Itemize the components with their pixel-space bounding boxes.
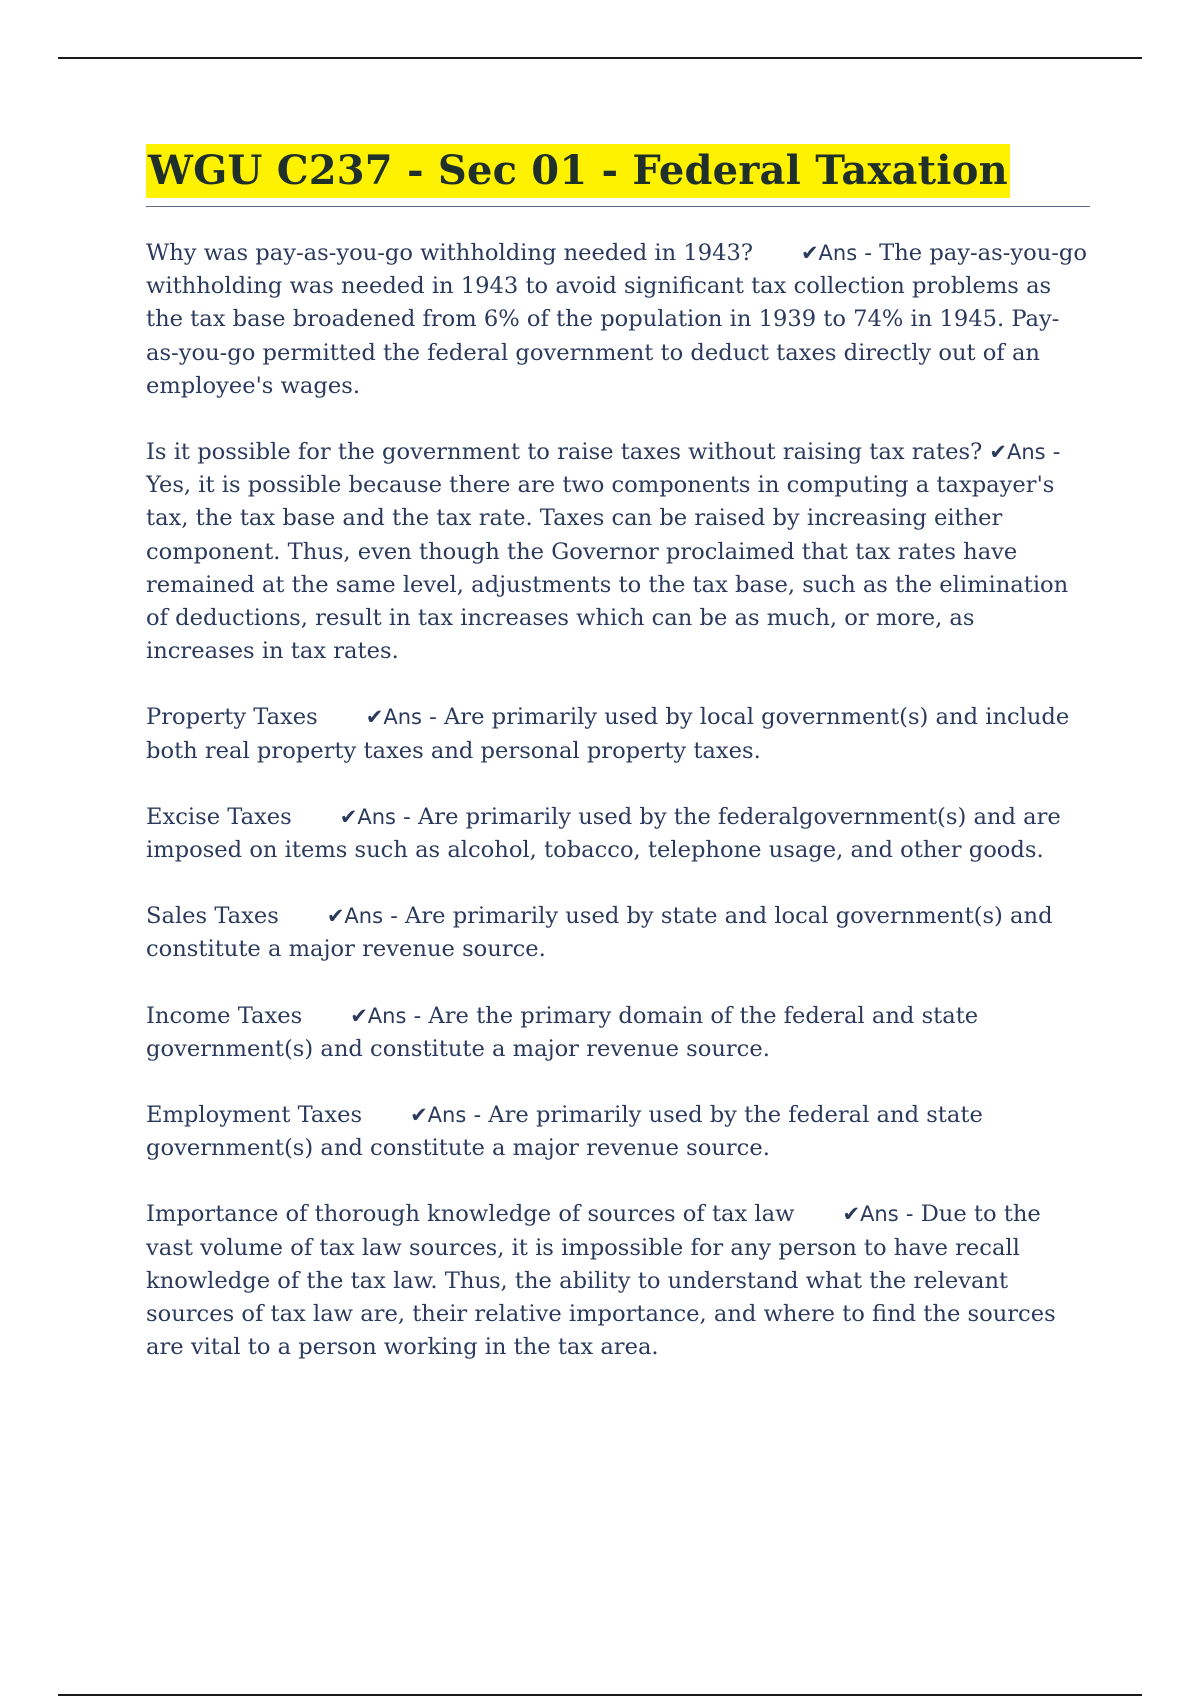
answer-text: Due to the vast volume of tax law sources, it is impossible for any person to have recall knowledge of the tax law. Thus, the ability to understand what the relevant sources of tax law are, their relative importance, and where to find the sources are vital to a person working in the tax area. bbox=[146, 1201, 1056, 1361]
answer-text: Are primarily used by the federal and state government(s) and constitute a major revenue source. bbox=[146, 1102, 983, 1162]
document-title: WGU C237 - Sec 01 - Federal Taxation bbox=[146, 144, 1010, 198]
question-text: Why was pay-as-you-go withholding needed in 1943? bbox=[146, 240, 753, 266]
answer-text: Are the primary domain of the federal and state government(s) and constitute a major revenue source. bbox=[146, 1002, 979, 1062]
question-text: Employment Taxes bbox=[146, 1102, 363, 1129]
question-text: Importance of thorough knowledge of sources of tax law bbox=[146, 1201, 795, 1228]
qa-item: Importance of thorough knowledge of sources of tax law ✔Ans - Due to the vast volume of tax law sources, it is impossible for any person to have recall knowledge of the tax law. Thus, the ability to understand what the relevant sources of tax law are, their relative importance, and where to find the sources are vital to a person working in the tax area. bbox=[146, 1201, 1056, 1361]
question-text: Sales Taxes bbox=[146, 903, 279, 930]
check-icon: ✔Ans bbox=[365, 705, 422, 730]
qa-item: Excise Taxes ✔Ans - Are primarily used by the federalgovernment(s) and are imposed on items such as alcohol, tobacco, telephone usage, and other goods. bbox=[146, 803, 1061, 864]
qa-item: Property Taxes ✔Ans - Are primarily used by local government(s) and include both real property taxes and personal property taxes. bbox=[146, 704, 1070, 764]
qa-item: Employment Taxes ✔Ans - Are primarily used by the federal and state government(s) and constitute a major revenue source. bbox=[146, 1102, 983, 1162]
answer-text: Are primarily used by state and local government(s) and constitute a major revenue source. bbox=[146, 903, 1053, 963]
qa-item: Why was pay-as-you-go withholding needed in 1943? ✔Ans - The pay-as-you-go withholding was needed in 1943 to avoid significant tax collection problems as the tax base broadened from 6% of the population in 1939 to 74% in 1945. Pay-as-you-go permitted the federal government to deduct taxes directly out of an employee's wages. bbox=[146, 240, 1087, 399]
answer-text: Yes, it is possible because there are two components in computing a taxpayer's tax, the tax base and the tax rate. Taxes can be raised by increasing either component. Thus, even though the Governor proclaimed that tax rates have remained at the same level, adjustments to the tax base, such as the elimination of deductions, result in tax increases which can be as much, or more, as increases in tax rates. bbox=[146, 472, 1069, 665]
question-text: Excise Taxes bbox=[146, 803, 292, 830]
check-icon: ✔Ans bbox=[842, 1202, 899, 1227]
check-icon: ✔Ans bbox=[410, 1103, 467, 1128]
question-text: Is it possible for the government to raise taxes without raising tax rates? bbox=[146, 439, 983, 466]
answer-text: Are primarily used by the federalgovernment(s) and are imposed on items such as alcohol, tobacco, telephone usage, and other goods. bbox=[146, 803, 1061, 864]
top-rule bbox=[58, 57, 1142, 59]
qa-item: Sales Taxes ✔Ans - Are primarily used by state and local government(s) and constitute a major revenue source. bbox=[146, 903, 1053, 963]
document-body bbox=[146, 144, 1090, 1397]
answer-text: Are primarily used by local government(s) and include both real property taxes and personal property taxes. bbox=[146, 704, 1070, 764]
check-icon: ✔Ans bbox=[989, 440, 1046, 465]
bottom-rule bbox=[58, 1694, 1142, 1696]
title-block bbox=[146, 144, 1090, 207]
question-text: Income Taxes bbox=[146, 1002, 303, 1029]
qa-item: Income Taxes ✔Ans - Are the primary domain of the federal and state government(s) and constitute a major revenue source. bbox=[146, 1002, 979, 1062]
check-icon: ✔Ans bbox=[326, 904, 384, 929]
qa-item: Is it possible for the government to raise taxes without raising tax rates? ✔Ans - Yes, it is possible because there are two components in computing a taxpayer's tax, the tax base and the tax rate. Taxes can be raised by increasing either component. Thus, even though the Governor proclaimed that tax rates have remained at the same level, adjustments to the tax base, such as the elimination of deductions, result in tax increases which can be as much, or more, as increases in tax rates. bbox=[146, 439, 1069, 665]
answer-text: The pay-as-you-go withholding was needed in 1943 to avoid significant tax collection problems as the tax base broadened from 6% of the population in 1939 to 74% in 1945. Pay-as-you-go permitted the federal government to deduct taxes directly out of an employee's wages. bbox=[146, 240, 1087, 399]
question-text: Property Taxes bbox=[146, 704, 318, 731]
check-icon: ✔Ans bbox=[350, 1003, 407, 1028]
check-icon: ✔Ans bbox=[339, 804, 396, 829]
check-icon: ✔Ans bbox=[800, 241, 858, 265]
